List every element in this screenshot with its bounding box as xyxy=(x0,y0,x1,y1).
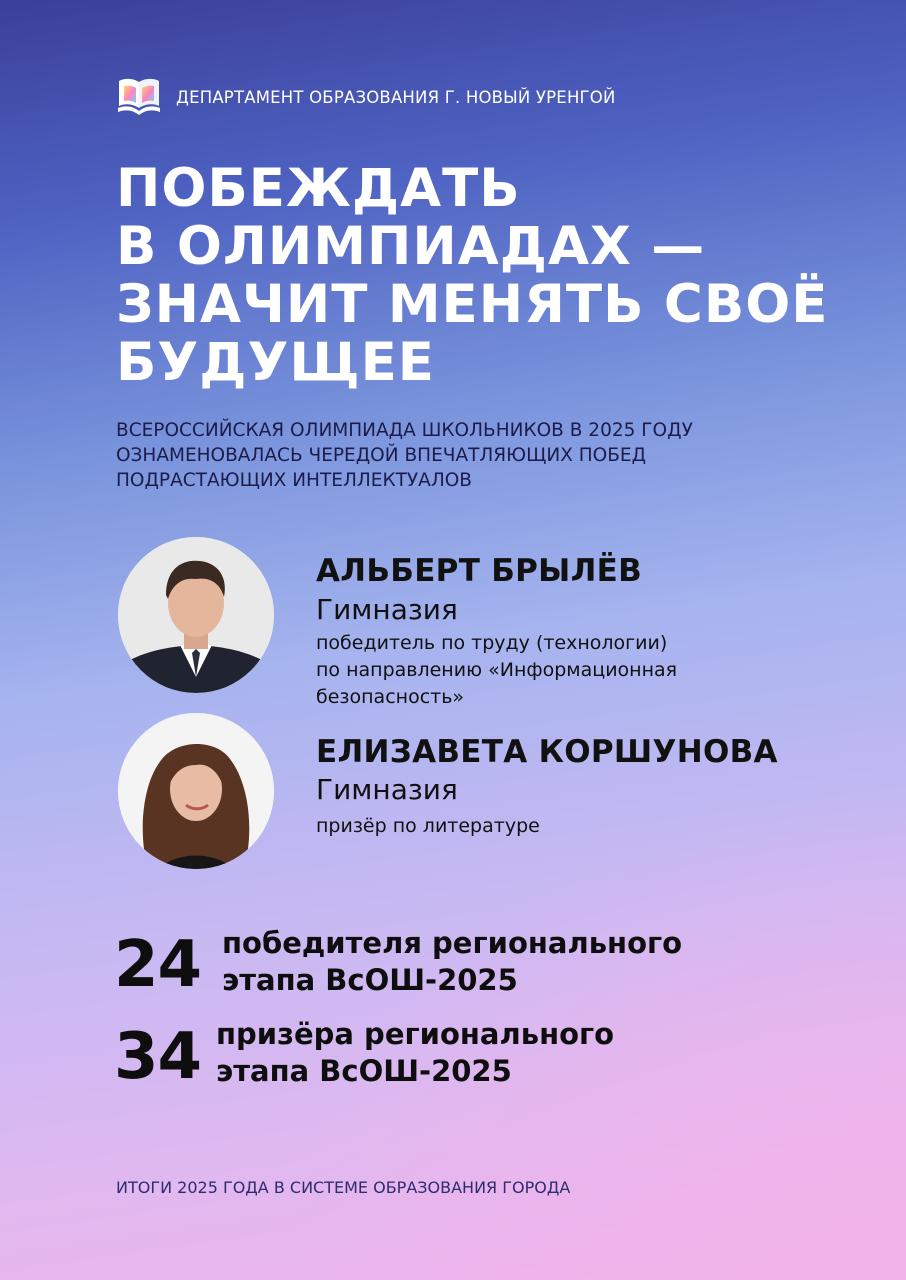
stat-label-winners xyxy=(222,925,682,999)
subtitle xyxy=(116,418,693,493)
description-line: призёр по литературе xyxy=(316,815,540,837)
person-school: Гимназия xyxy=(316,593,458,626)
headline-line: ПОБЕЖДАТЬ xyxy=(116,158,521,219)
description-line: победитель по труду (технологии) xyxy=(316,632,668,654)
department-name: ДЕПАРТАМЕНТ ОБРАЗОВАНИЯ Г. НОВЫЙ УРЕНГОЙ xyxy=(176,88,616,107)
person-photo-albert xyxy=(118,537,274,693)
stat-label-prizewinners xyxy=(216,1016,614,1090)
description-line: по направлению «Информационная xyxy=(316,659,678,681)
subtitle-line: ПОДРАСТАЮЩИХ ИНТЕЛЛЕКТУАЛОВ xyxy=(116,470,472,491)
headline xyxy=(116,160,829,392)
headline-line: В ОЛИМПИАДАХ — xyxy=(116,216,706,277)
person-school: Гимназия xyxy=(316,773,458,806)
headline-line: ЗНАЧИТ МЕНЯТЬ СВОЁ xyxy=(116,274,829,335)
open-book-logo-icon xyxy=(116,76,162,118)
person-photo-elizaveta xyxy=(118,713,274,869)
stat-number-prizewinners: 34 xyxy=(114,1020,202,1094)
stat-number-winners: 24 xyxy=(114,928,202,1002)
person-name: АЛЬБЕРТ БРЫЛЁВ xyxy=(316,553,643,589)
subtitle-line: ВСЕРОССИЙСКАЯ ОЛИМПИАДА ШКОЛЬНИКОВ В 2025 ГОДУ xyxy=(116,420,693,441)
stat-label-line: победителя регионального xyxy=(222,926,683,960)
footer-caption: ИТОГИ 2025 ГОДА В СИСТЕМЕ ОБРАЗОВАНИЯ ГОРОДА xyxy=(116,1178,571,1197)
stat-label-line: этапа ВсОШ-2025 xyxy=(216,1054,512,1088)
description-line: безопасность» xyxy=(316,686,465,708)
person-description xyxy=(316,630,677,711)
stat-label-line: этапа ВсОШ-2025 xyxy=(222,963,518,997)
headline-line: БУДУЩЕЕ xyxy=(116,332,435,393)
person-description xyxy=(316,813,540,840)
stat-label-line: призёра регионального xyxy=(216,1017,615,1051)
person-name: ЕЛИЗАВЕТА КОРШУНОВА xyxy=(316,734,778,770)
subtitle-line: ОЗНАМЕНОВАЛАСЬ ЧЕРЕДОЙ ВПЕЧАТЛЯЮЩИХ ПОБЕД xyxy=(116,445,647,466)
